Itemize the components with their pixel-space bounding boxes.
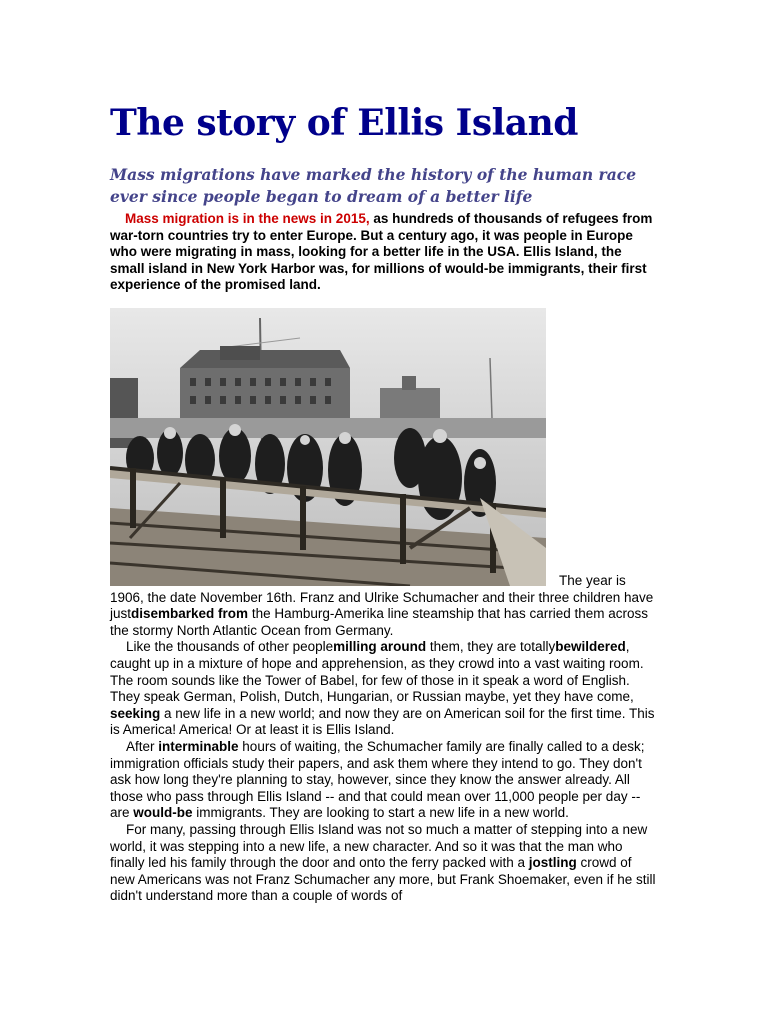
term-disembarked-from: disembarked from — [131, 606, 249, 622]
term-jostling: jostling — [528, 855, 577, 871]
p2-text-g: a new life in a new world; and now they are on American soil for the first time. This is America! America! Or at least it is Ellis Island. — [110, 705, 655, 738]
term-interminable: interminable — [158, 738, 239, 754]
term-milling-around: milling around — [333, 639, 427, 655]
intro-highlight: Mass migration is in the news in 2015, — [125, 211, 370, 226]
ellis-island-photo — [110, 308, 546, 586]
p3-text-a: After — [126, 738, 159, 754]
p1-text-a: The year is 1906, the date November 16th. Franz and Ulrike Schumacher and their three children have just — [110, 573, 654, 622]
p1-text-c: the Hamburg-Amerika line steamship that has carried them across the stormy North Atlantic Ocean from Germany. — [110, 606, 648, 638]
image-float-spacer — [110, 573, 559, 581]
p3-text-e: immigrants. They are looking to start a new life in a new world. — [192, 805, 569, 821]
intro-rest: as hundreds of thousands of refugees from war-torn countries try to enter Europe. But a century ago, it was people in Europe who were migrating in mass, looking for a better life in the USA. Ellis Island, the small island in New York Harbor was, for millions of would-be immigrants, their first experience of the promised land. — [110, 211, 653, 292]
paragraph-2 — [110, 639, 658, 739]
paragraph-3 — [110, 739, 658, 822]
paragraph-1 — [110, 573, 658, 639]
p4-text-c: crowd of new Americans was not Franz Schumacher any more, but Frank Shoemaker, even if he still didn't understand more than a couple of words of — [110, 855, 656, 904]
article-title: The story of Ellis Island — [110, 102, 578, 144]
p2-text-e: , caught up in a mixture of hope and apprehension, as they crowd into a vast waiting room. The room sounds like the Tower of Babel, for few of those in it speak a word of English. They speak German, Polish, Dutch, Hungarian, or Russian maybe, yet they have come, — [110, 639, 644, 705]
intro-paragraph — [110, 211, 655, 294]
term-seeking: seeking — [110, 705, 161, 721]
p2-text-a: Like the thousands of other people — [126, 639, 334, 655]
photo-graphic — [110, 308, 546, 586]
paragraph-4 — [110, 822, 658, 905]
article-body — [110, 573, 658, 905]
term-bewildered: bewildered — [555, 639, 626, 655]
article-subtitle: Mass migrations have marked the history of the human race ever since people began to dream of a better life — [110, 165, 637, 206]
term-would-be: would-be — [133, 805, 193, 821]
p4-text-a: For many, passing through Ellis Island was not so much a matter of stepping into a new world, it was stepping into a new life, a new character. And so it was that the man who finally led his family through the door and onto the ferry packed with a — [110, 821, 648, 871]
p2-text-c: them, they are totally — [426, 639, 556, 655]
p3-text-c: hours of waiting, the Schumacher family are finally called to a desk; immigration officials study their papers, and ask them where they intend to go. They don't ask how long they're planning to stay, however, since they know the answer already. All those who pass through Ellis Island -- and that could mean over 11,000 people per day -- are — [110, 738, 645, 821]
